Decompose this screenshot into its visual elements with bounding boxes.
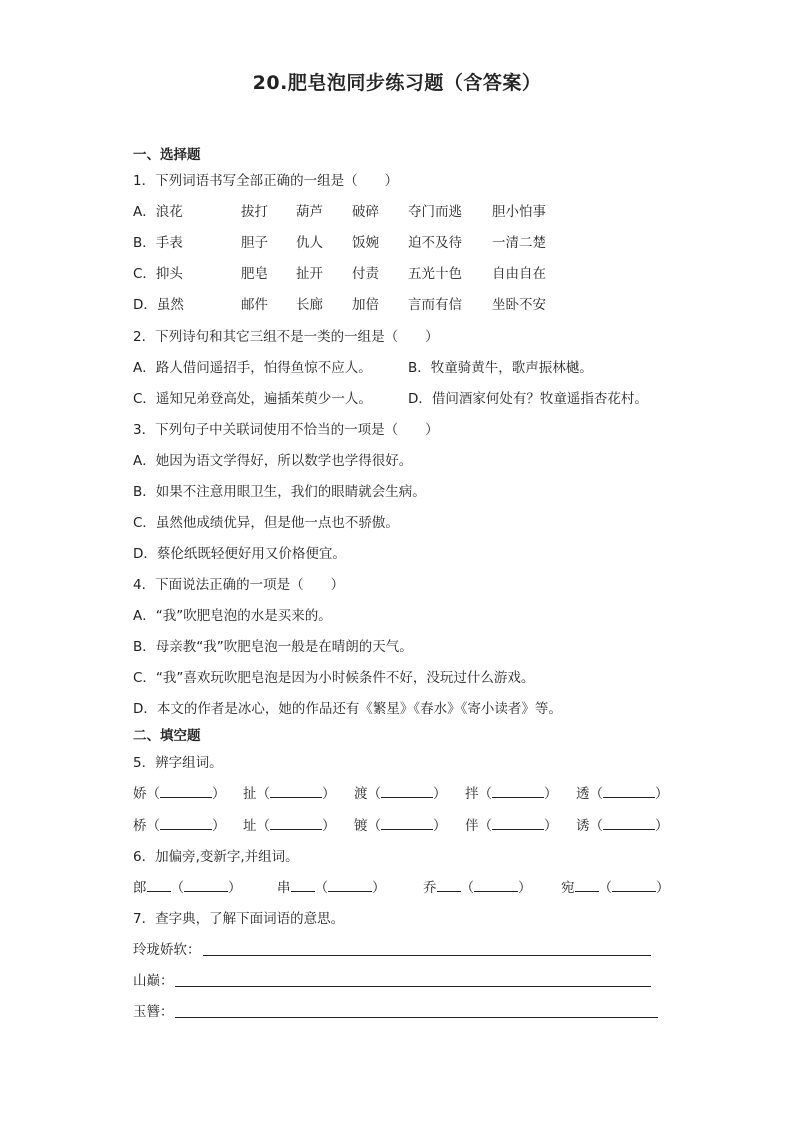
bracket-close: ） <box>212 818 226 834</box>
bracket-open: （ <box>478 818 492 834</box>
fill-char: 伴 <box>465 818 479 834</box>
answer-blank[interactable] <box>492 785 544 798</box>
bracket-close: ） <box>544 818 558 834</box>
term-label: 玲珑娇软： <box>133 942 201 958</box>
question-4-option-b: B．母亲教“我”吹肥皂泡一般是在晴朗的天气。 <box>133 639 413 655</box>
word-item: 邮件 <box>241 297 268 313</box>
word-blank[interactable] <box>474 879 518 892</box>
answer-line[interactable] <box>175 986 651 987</box>
bracket-open: （ <box>589 786 603 802</box>
answer-blank[interactable] <box>160 817 212 830</box>
section-heading-fill: 二、填空题 <box>133 728 201 744</box>
question-6-stem: 6．加偏旁,变新字,并组词。 <box>133 849 299 865</box>
bracket-close: ） <box>212 786 226 802</box>
word-item: 一清二楚 <box>492 235 546 251</box>
base-char: 串 <box>277 880 291 896</box>
bracket-close: ） <box>228 880 242 896</box>
bracket-open: （ <box>478 786 492 802</box>
question-3-stem: 3．下列句子中关联词使用不恰当的一项是（ ） <box>133 422 439 438</box>
question-3-option-b: B．如果不注意用眼卫生，我们的眼睛就会生病。 <box>133 484 426 500</box>
base-char: 乔 <box>423 880 437 896</box>
option-label: D．虽然 <box>133 297 184 313</box>
option-label: C．抑头 <box>133 266 183 282</box>
page-title: 20.肥皂泡同步练习题（含答案） <box>252 72 542 94</box>
bracket-close: ） <box>322 786 336 802</box>
word-item: 加倍 <box>352 297 379 313</box>
word-blank[interactable] <box>612 879 656 892</box>
bracket-close: ） <box>372 880 386 896</box>
bracket-open: （ <box>460 880 474 896</box>
question-2-option-d: D．借问酒家何处有？牧童遥指杏花村。 <box>408 391 648 407</box>
word-item: 夺门而逃 <box>408 204 462 220</box>
new-char-blank[interactable] <box>147 879 171 892</box>
fill-item <box>243 785 336 803</box>
question-2-stem: 2．下列诗句和其它三组不是一类的一组是（ ） <box>133 329 439 345</box>
fill-char: 渡 <box>354 786 368 802</box>
fill-char: 扯 <box>243 786 257 802</box>
fill-char: 桥 <box>133 818 147 834</box>
question-3-option-d: D．蔡伦纸既轻便好用又价格便宜。 <box>133 546 346 562</box>
bracket-open: （ <box>146 818 160 834</box>
fill-item <box>133 817 226 835</box>
fill-item <box>354 817 447 835</box>
fill-item <box>576 817 669 835</box>
question-2-option-b: B．牧童骑黄牛，歌声振林樾。 <box>408 360 593 376</box>
word-item: 长廊 <box>296 297 323 313</box>
word-item: 扯开 <box>296 266 323 282</box>
fill-char: 诱 <box>576 818 590 834</box>
word-item: 自由自在 <box>492 266 546 282</box>
bracket-open: （ <box>367 818 381 834</box>
question-4-option-d: D．本文的作者是冰心，她的作品还有《繁星》《春水》《寄小读者》等。 <box>133 701 562 717</box>
question-3-option-a: A．她因为语文学得好，所以数学也学得很好。 <box>133 453 413 469</box>
answer-blank[interactable] <box>603 785 655 798</box>
word-blank[interactable] <box>328 879 372 892</box>
new-char-blank[interactable] <box>575 879 599 892</box>
answer-blank[interactable] <box>160 785 212 798</box>
fill-char: 镀 <box>354 818 368 834</box>
fill-char: 址 <box>243 818 257 834</box>
answer-blank[interactable] <box>381 785 433 798</box>
answer-line[interactable] <box>175 1017 658 1018</box>
question-1-stem: 1．下列词语书写全部正确的一组是（ ） <box>133 173 399 189</box>
fill-char: 拌 <box>465 786 479 802</box>
word-item: 葫芦 <box>296 204 323 220</box>
bracket-close: ） <box>656 880 670 896</box>
new-char-blank[interactable] <box>437 879 461 892</box>
word-item: 破碎 <box>352 204 379 220</box>
word-item: 肥皂 <box>241 266 268 282</box>
question-7-stem: 7．查字典，了解下面词语的意思。 <box>133 911 345 927</box>
fill-item <box>465 817 558 835</box>
bracket-close: ） <box>655 786 669 802</box>
answer-line[interactable] <box>203 955 651 956</box>
fill-item <box>354 785 447 803</box>
bracket-open: （ <box>146 786 160 802</box>
word-item: 付责 <box>352 266 379 282</box>
base-char: 宛 <box>561 880 575 896</box>
bracket-close: ） <box>433 818 447 834</box>
bracket-close: ） <box>322 818 336 834</box>
bracket-open: （ <box>256 786 270 802</box>
bracket-open: （ <box>314 880 328 896</box>
fill-item <box>576 785 669 803</box>
term-label: 山巅： <box>133 973 174 989</box>
answer-blank[interactable] <box>603 817 655 830</box>
fill-char: 透 <box>576 786 590 802</box>
option-label: A．浪花 <box>133 204 183 220</box>
word-item: 饭婉 <box>352 235 379 251</box>
fill-char: 娇 <box>133 786 147 802</box>
radical-item <box>561 879 670 897</box>
new-char-blank[interactable] <box>291 879 315 892</box>
section-heading-choice: 一、选择题 <box>133 147 201 163</box>
answer-blank[interactable] <box>270 817 322 830</box>
word-item: 胆小怕事 <box>492 204 546 220</box>
bracket-close: ） <box>655 818 669 834</box>
bracket-open: （ <box>589 818 603 834</box>
bracket-close: ） <box>433 786 447 802</box>
answer-blank[interactable] <box>381 817 433 830</box>
answer-blank[interactable] <box>270 785 322 798</box>
word-item: 迫不及待 <box>408 235 462 251</box>
question-3-option-c: C．虽然他成绩优异，但是他一点也不骄傲。 <box>133 515 399 531</box>
word-item: 五光十色 <box>408 266 462 282</box>
fill-item <box>465 785 558 803</box>
bracket-close: ） <box>518 880 532 896</box>
base-char: 郎 <box>133 880 147 896</box>
word-item: 胆子 <box>241 235 268 251</box>
radical-item <box>423 879 532 897</box>
fill-item <box>243 817 336 835</box>
bracket-open: （ <box>170 880 184 896</box>
question-4-stem: 4．下面说法正确的一项是（ ） <box>133 577 345 593</box>
fill-item <box>133 785 226 803</box>
option-label: B．手表 <box>133 235 183 251</box>
word-item: 坐卧不安 <box>492 297 546 313</box>
question-2-option-a: A．路人借问遥招手，怕得鱼惊不应人。 <box>133 360 372 376</box>
bracket-open: （ <box>598 880 612 896</box>
term-label: 玉簪： <box>133 1004 174 1020</box>
question-2-option-c: C．遥知兄弟登高处，遍插茱萸少一人。 <box>133 391 372 407</box>
word-item: 言而有信 <box>408 297 462 313</box>
bracket-open: （ <box>256 818 270 834</box>
word-item: 拔打 <box>241 204 268 220</box>
answer-blank[interactable] <box>492 817 544 830</box>
question-4-option-c: C．“我”喜欢玩吹肥皂泡是因为小时候条件不好，没玩过什么游戏。 <box>133 670 535 686</box>
question-5-stem: 5．辨字组词。 <box>133 755 223 771</box>
bracket-close: ） <box>544 786 558 802</box>
word-blank[interactable] <box>184 879 228 892</box>
radical-item <box>277 879 386 897</box>
question-4-option-a: A．“我”吹肥皂泡的水是买来的。 <box>133 608 332 624</box>
radical-item <box>133 879 242 897</box>
bracket-open: （ <box>367 786 381 802</box>
word-item: 仇人 <box>296 235 323 251</box>
